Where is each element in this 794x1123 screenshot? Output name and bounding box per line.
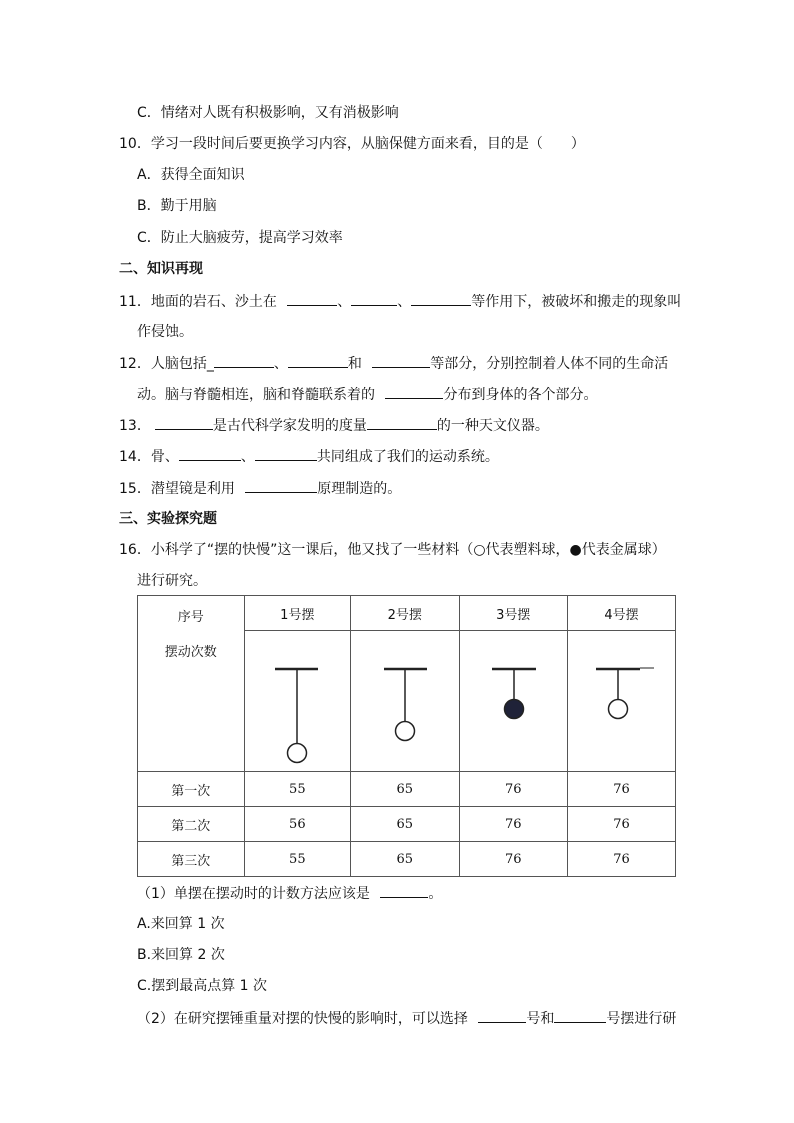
row-2-value-3: 76: [459, 807, 568, 842]
pendulum-table: [137, 595, 676, 877]
row-3-value-2: 65: [351, 842, 459, 877]
q12-sep-1: 、: [273, 356, 288, 372]
q16-sub1-text-1: （1）单摆在摆动时的计数方法应该是: [137, 886, 370, 902]
pendulum-3-cell: [459, 631, 568, 772]
q16-sub1-line: [137, 884, 442, 903]
q14-text-2: 共同组成了我们的运动系统。: [316, 449, 499, 465]
q11-text-2: 等作用下，被破坏和搬走的现象叫: [471, 294, 682, 310]
q13-text-2: 是古代科学家发明的度量: [212, 418, 367, 434]
q16-stem-2: 进行研究。: [137, 573, 207, 589]
q10-stem: 10．学习一段时间后要更换学习内容，从脑保健方面来看，目的是（ ）: [119, 136, 585, 152]
table-header-1: 1号摆: [244, 596, 350, 631]
table-corner-label-1: 序号: [177, 610, 204, 625]
q13-blank-2[interactable]: [367, 416, 437, 430]
q11-blank-1[interactable]: [287, 292, 337, 306]
q14-blank-1[interactable]: [179, 447, 241, 461]
pendulum-1-plastic-long: [245, 631, 350, 767]
q13-text-1: 13．: [119, 418, 151, 434]
q15-text-1: 15．潜望镜是利用: [119, 481, 235, 497]
q15-line: [119, 479, 401, 498]
table-corner-label-2: 摆动次数: [164, 645, 217, 660]
row-2-value-4: 76: [568, 807, 676, 842]
q13-blank-1[interactable]: [155, 416, 213, 430]
q16-sub1-blank[interactable]: [380, 884, 428, 898]
q16-stem: 16．小科学了“摆的快慢”这一课后，他又找了一些材料（○代表塑料球，●代表金属球）: [119, 542, 666, 558]
q16-option-c: C.摆到最高点算 1 次: [137, 978, 268, 994]
q9-option-c: C．情绪对人既有积极影响，又有消极影响: [137, 105, 399, 121]
q16-sub2-text-2: 号和: [526, 1011, 555, 1027]
row-3-value-1: 55: [244, 842, 350, 877]
row-2-value-2: 65: [351, 807, 459, 842]
q14-blank-2[interactable]: [255, 447, 317, 461]
pendulum-4-cell: [568, 631, 676, 772]
q11-line-1: [119, 292, 681, 311]
q15-blank-1[interactable]: [245, 479, 317, 493]
q12-blank-1[interactable]: [214, 354, 274, 368]
section-3-heading: 三、实验探究题: [119, 511, 217, 527]
q10-option-a: A．获得全面知识: [137, 167, 245, 183]
q12-blank-3[interactable]: [372, 354, 430, 368]
q14-text-1: 14．骨、: [119, 449, 179, 465]
pendulum-2-plastic-medium: [351, 631, 458, 767]
row-1-value-1: 55: [244, 772, 350, 807]
q11-line-2: 作侵蚀。: [137, 324, 193, 340]
table-header-3: 3号摆: [459, 596, 568, 631]
pendulum-2-cell: [351, 631, 459, 772]
q16-sub2-text-3: 号摆进行研: [606, 1011, 677, 1027]
q11-blank-2[interactable]: [351, 292, 397, 306]
pendulum-3-metal-short: [460, 631, 567, 767]
row-2-label: 第二次: [138, 807, 245, 842]
q16-option-a: A.来回算 1 次: [137, 916, 225, 932]
q11-sep-2: 、: [397, 294, 412, 310]
q12-line-2: [137, 385, 597, 404]
row-3-value-3: 76: [459, 842, 568, 877]
row-3-label: 第三次: [138, 842, 245, 877]
row-1-value-4: 76: [568, 772, 676, 807]
q16-sub2-blank-1[interactable]: [478, 1009, 526, 1023]
q10-option-c: C．防止大脑疲劳，提高学习效率: [137, 230, 343, 246]
q13-line: [119, 416, 549, 435]
q16-sub2-line: [137, 1009, 676, 1028]
section-2-heading: 二、知识再现: [119, 261, 203, 277]
q13-text-3: 的一种天文仪器。: [436, 418, 549, 434]
pendulum-1-cell: [244, 631, 350, 772]
q12-blank-2[interactable]: [288, 354, 348, 368]
row-1-value-2: 65: [351, 772, 459, 807]
pendulum-4-plastic-short: [568, 631, 675, 767]
q12-text-4: 动。脑与脊髓相连，脑和脊髓联系着的: [137, 387, 375, 403]
q14-sep-1: 、: [240, 449, 255, 465]
q16-sub1-text-2: 。: [428, 886, 443, 902]
table-corner-cell: [138, 596, 245, 772]
row-2-value-1: 56: [244, 807, 350, 842]
q12-blank-4[interactable]: [385, 385, 443, 399]
row-1-value-3: 76: [459, 772, 568, 807]
q12-text-1: 12．人脑包括_: [119, 356, 214, 372]
table-header-2: 2号摆: [351, 596, 459, 631]
q16-sub2-blank-2[interactable]: [554, 1009, 606, 1023]
q12-text-3: 等部分，分别控制着人体不同的生命活: [430, 356, 669, 372]
row-1-label: 第一次: [138, 772, 245, 807]
row-3-value-4: 76: [568, 842, 676, 877]
q12-text-5: 分布到身体的各个部分。: [443, 387, 598, 403]
q12-line-1: [119, 354, 668, 373]
q16-sub2-text-1: （2）在研究摆锤重量对摆的快慢的影响时，可以选择: [137, 1011, 468, 1027]
q11-sep-1: 、: [337, 294, 352, 310]
q11-blank-3[interactable]: [411, 292, 471, 306]
q15-text-2: 原理制造的。: [317, 481, 402, 497]
q12-text-2: 和: [347, 356, 362, 372]
q11-text-1: 11．地面的岩石、沙土在: [119, 294, 277, 310]
table-header-4: 4号摆: [568, 596, 676, 631]
q10-option-b: B．勤于用脑: [137, 198, 217, 214]
q16-option-b: B.来回算 2 次: [137, 947, 225, 963]
q14-line: [119, 447, 499, 466]
